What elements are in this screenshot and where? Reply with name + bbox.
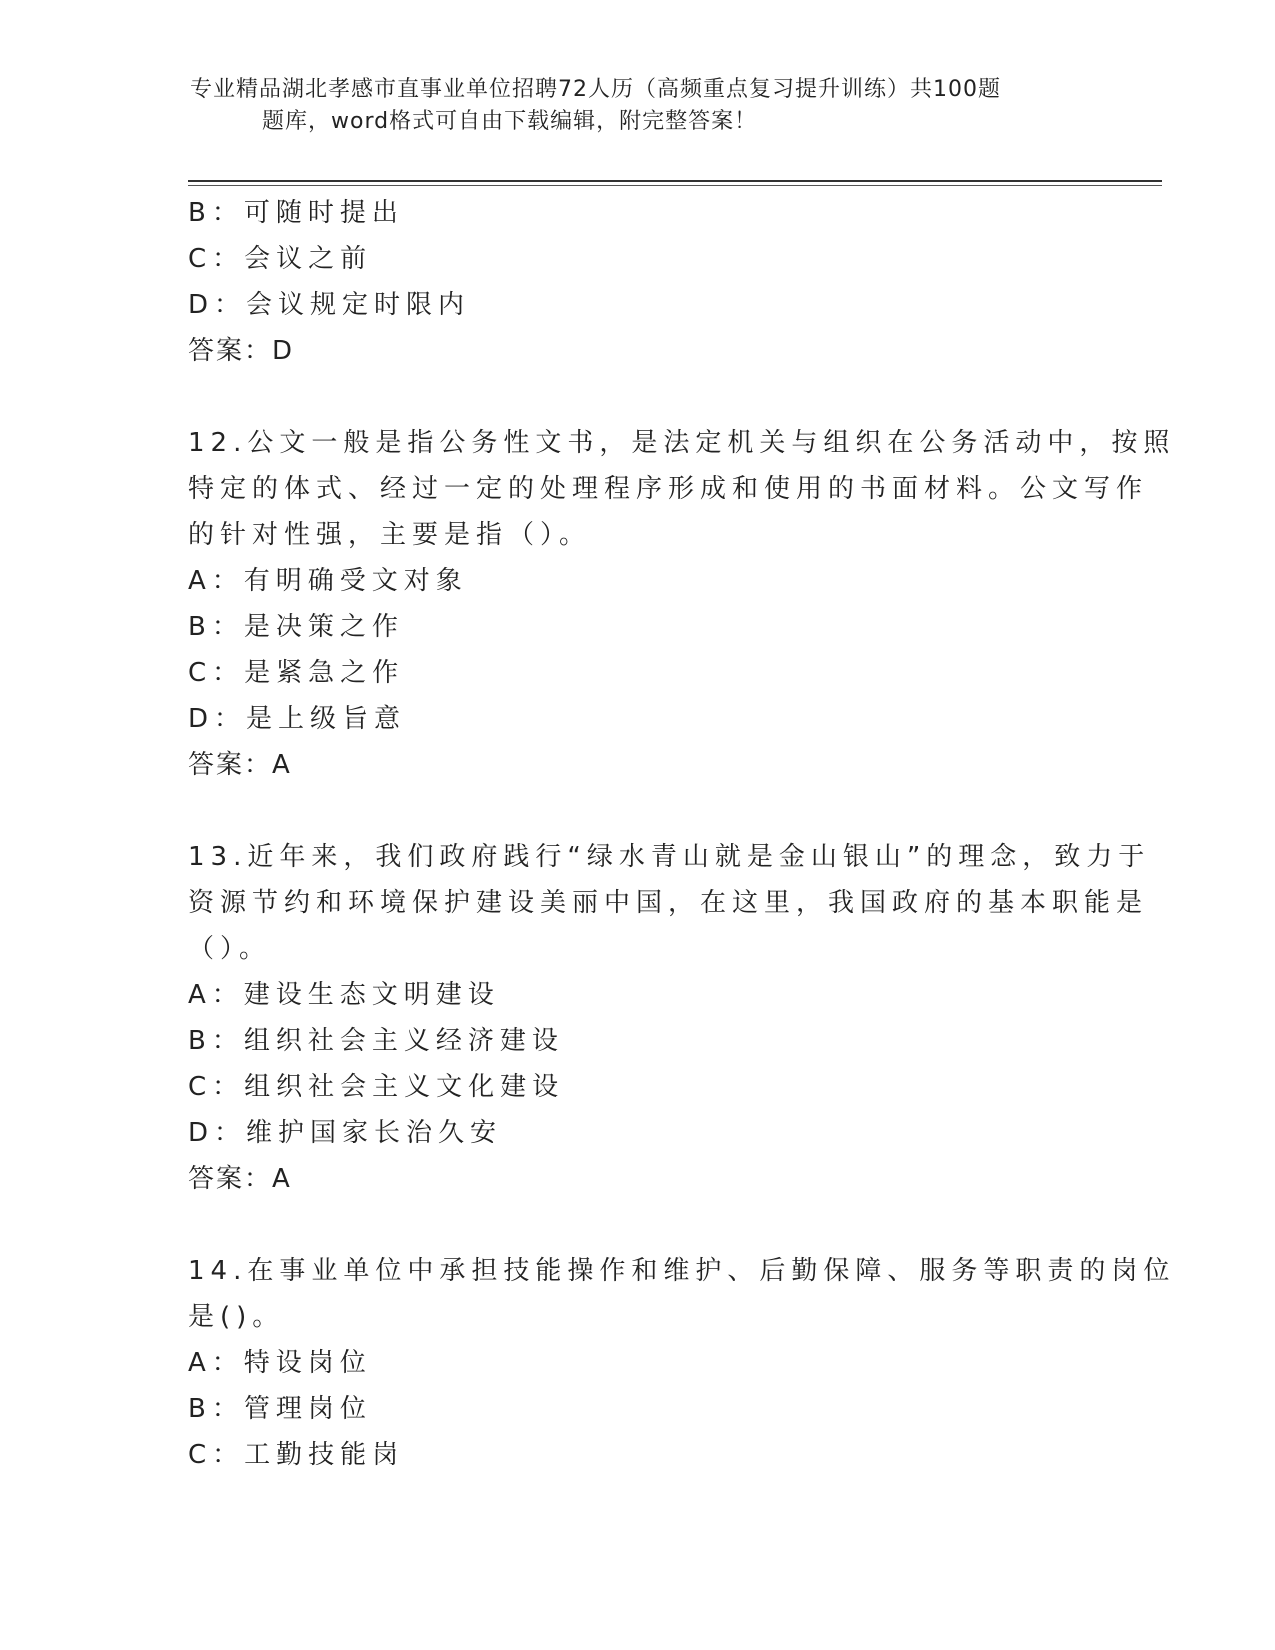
- option-a: A：有明确受文对象: [188, 566, 468, 596]
- question-text-line: 的针对性强，主要是指（）。: [188, 520, 592, 550]
- option-b: B：是决策之作: [188, 612, 404, 642]
- question-text-line: 14.在事业单位中承担技能操作和维护、后勤保障、服务等职责的岗位: [188, 1256, 1176, 1286]
- question-text-line: 特定的体式、经过一定的处理程序形成和使用的书面材料。公文写作: [188, 474, 1149, 504]
- header-rule-thick: [188, 180, 1162, 182]
- spacer: [188, 788, 1088, 834]
- spacer: [188, 1202, 1088, 1248]
- option-b: B：组织社会主义经济建设: [188, 1026, 564, 1056]
- question-text-line: 13.近年来，我们政府践行“绿水青山就是金山银山”的理念，致力于: [188, 842, 1151, 872]
- header-rule-thin: [188, 185, 1162, 186]
- option-b: B：管理岗位: [188, 1394, 372, 1424]
- page-header: [190, 74, 1090, 138]
- header-title-line-1: 专业精品湖北孝感市直事业单位招聘72人历（高频重点复习提升训练）共100题: [190, 77, 1001, 102]
- question-content: [188, 190, 1176, 1478]
- question-14: [188, 1248, 1176, 1478]
- answer-line: 答案：A: [188, 1164, 292, 1194]
- question-12: [188, 420, 1176, 788]
- spacer: [188, 374, 1088, 420]
- option-c: C：工勤技能岗: [188, 1440, 405, 1470]
- option-a: A：特设岗位: [188, 1348, 372, 1378]
- answer-line: 答案：D: [188, 336, 295, 366]
- question-13: [188, 834, 1151, 1202]
- option-d: D：是上级旨意: [188, 704, 407, 734]
- option-a: A：建设生态文明建设: [188, 980, 500, 1010]
- option-d: D：维护国家长治久安: [188, 1118, 503, 1148]
- header-title-line-2: 题库，word格式可自由下载编辑，附完整答案！: [262, 109, 758, 134]
- option-c: C：是紧急之作: [188, 658, 405, 688]
- question-text-line: （）。: [188, 934, 272, 964]
- option-d: D：会议规定时限内: [188, 290, 471, 320]
- option-c: C：会议之前: [188, 244, 373, 274]
- question-text-line: 12.公文一般是指公务性文书，是法定机关与组织在公务活动中，按照: [188, 428, 1176, 458]
- option-b: B：可随时提出: [188, 198, 404, 228]
- option-c: C：组织社会主义文化建设: [188, 1072, 565, 1102]
- question-text-line: 是()。: [188, 1302, 285, 1332]
- question-11-tail: [188, 190, 1088, 374]
- question-text-line: 资源节约和环境保护建设美丽中国，在这里，我国政府的基本职能是: [188, 888, 1149, 918]
- answer-line: 答案：A: [188, 750, 292, 780]
